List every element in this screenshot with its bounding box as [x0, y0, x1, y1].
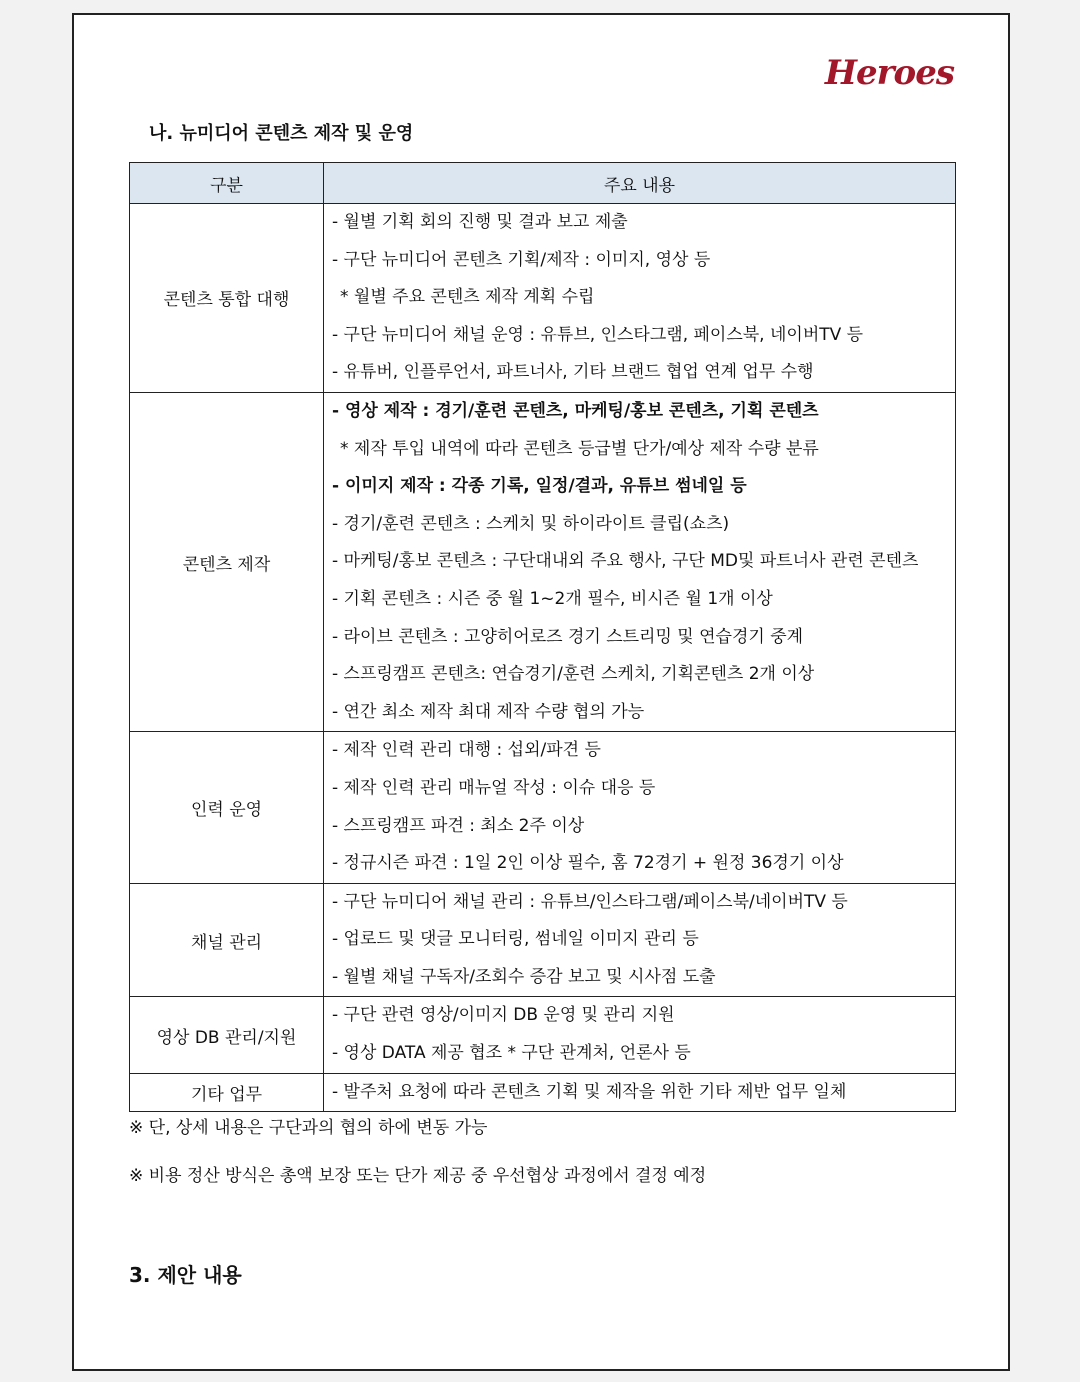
table-row — [130, 392, 956, 731]
content-line: - 스프링캠프 파견 : 최소 2주 이상 — [332, 815, 585, 836]
table-body — [130, 204, 956, 1112]
content-line: - 기획 콘텐츠 : 시즌 중 월 1~2개 필수, 비시즌 월 1개 이상 — [332, 588, 773, 609]
content-line: - 연간 최소 제작 최대 제작 수량 협의 가능 — [332, 701, 645, 722]
content-line: - 구단 뉴미디어 콘텐츠 기획/제작 : 이미지, 영상 등 — [332, 249, 711, 270]
content-line: - 라이브 콘텐츠 : 고양히어로즈 경기 스트리밍 및 연습경기 중계 — [332, 626, 804, 647]
row-content — [324, 204, 956, 393]
row-category: 기타 업무 — [130, 1073, 324, 1112]
row-category: 인력 운영 — [130, 732, 324, 883]
content-line: - 경기/훈련 콘텐츠 : 스케치 및 하이라이트 클립(쇼츠) — [332, 513, 730, 534]
content-line: * 제작 투입 내역에 따라 콘텐츠 등급별 단가/예상 제작 수량 분류 — [340, 438, 819, 459]
row-category: 영상 DB 관리/지원 — [130, 997, 324, 1073]
content-line: - 월별 채널 구독자/조회수 증감 보고 및 시사점 도출 — [332, 966, 716, 987]
heroes-logo: Heroes — [824, 53, 954, 93]
content-line: - 업로드 및 댓글 모니터링, 썸네일 이미지 관리 등 — [332, 929, 699, 950]
row-category: 콘텐츠 제작 — [130, 392, 324, 731]
row-category: 콘텐츠 통합 대행 — [130, 204, 324, 393]
content-line: - 제작 인력 관리 매뉴얼 작성 : 이슈 대응 등 — [332, 777, 656, 798]
table-header-row — [130, 163, 956, 204]
note-2: ※ 비용 정산 방식은 총액 보장 또는 단가 제공 중 우선협상 과정에서 결정 예정 — [129, 1166, 707, 1186]
content-line: - 정규시즌 파견 : 1일 2인 이상 필수, 홈 72경기 + 원정 36경기 이상 — [332, 853, 844, 874]
header-content: 주요 내용 — [324, 163, 956, 204]
document-page — [72, 13, 1010, 1371]
content-line: - 이미지 제작 : 각종 기록, 일정/결과, 유튜브 썸네일 등 — [332, 476, 747, 497]
content-table — [129, 162, 956, 1112]
content-line: - 구단 뉴미디어 채널 운영 : 유튜브, 인스타그램, 페이스북, 네이버TV 등 — [332, 324, 864, 345]
content-line: - 유튜버, 인플루언서, 파트너사, 기타 브랜드 협업 연계 업무 수행 — [332, 362, 814, 383]
content-line: - 영상 DATA 제공 협조 * 구단 관계처, 언론사 등 — [332, 1043, 691, 1064]
content-line: - 발주처 요청에 따라 콘텐츠 기획 및 제작을 위한 기타 제반 업무 일체 — [332, 1081, 847, 1102]
content-line: - 영상 제작 : 경기/훈련 콘텐츠, 마케팅/홍보 콘텐츠, 기획 콘텐츠 — [332, 400, 819, 421]
row-category: 채널 관리 — [130, 883, 324, 997]
row-content — [324, 997, 956, 1073]
content-line: - 스프링캠프 콘텐츠: 연습경기/훈련 스케치, 기획콘텐츠 2개 이상 — [332, 664, 815, 685]
row-content — [324, 732, 956, 883]
row-content — [324, 883, 956, 997]
row-content — [324, 392, 956, 731]
section-title: 나. 뉴미디어 콘텐츠 제작 및 운영 — [149, 123, 414, 144]
next-section-title: 3. 제안 내용 — [129, 1263, 242, 1287]
table-row — [130, 732, 956, 883]
table-row — [130, 1073, 956, 1112]
content-line: - 제작 인력 관리 대행 : 섭외/파견 등 — [332, 740, 601, 761]
table-row — [130, 204, 956, 393]
table-row — [130, 883, 956, 997]
content-line: - 구단 관련 영상/이미지 DB 운영 및 관리 지원 — [332, 1005, 675, 1026]
content-line: - 마케팅/홍보 콘텐츠 : 구단대내외 주요 행사, 구단 MD및 파트너사 관련 콘텐츠 — [332, 551, 919, 572]
table-row — [130, 997, 956, 1073]
row-content — [324, 1073, 956, 1112]
content-line: - 월별 기획 회의 진행 및 결과 보고 제출 — [332, 212, 628, 232]
content-line: * 월별 주요 콘텐츠 제작 계획 수립 — [340, 287, 595, 308]
content-line: - 구단 뉴미디어 채널 관리 : 유튜브/인스타그램/페이스북/네이버TV 등 — [332, 891, 848, 912]
header-category: 구분 — [130, 163, 324, 204]
note-1: ※ 단, 상세 내용은 구단과의 협의 하에 변동 가능 — [129, 1118, 488, 1138]
